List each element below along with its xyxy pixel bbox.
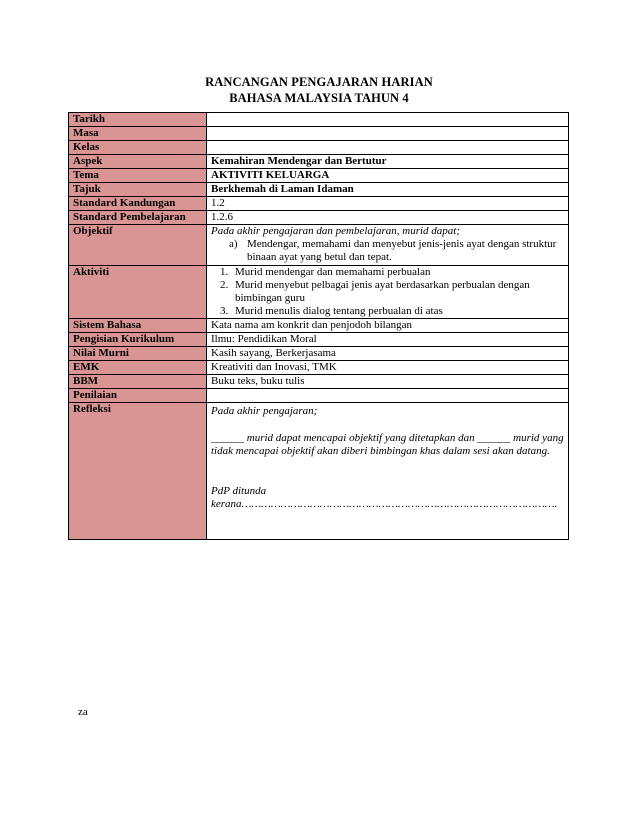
row-objektif <box>69 225 569 266</box>
row-standard-pembelajaran <box>69 211 569 225</box>
aktiviti-item: 1. Murid mendengar dan memahami perbualan <box>231 266 564 279</box>
label-tema: Tema <box>69 169 207 183</box>
refleksi-intro: Pada akhir pengajaran; <box>211 405 318 417</box>
value-nilai-murni: Kasih sayang, Berkerjasama <box>207 347 569 361</box>
row-tarikh <box>69 113 569 127</box>
label-pengisian-kurikulum: Pengisian Kurikulum <box>69 333 207 347</box>
label-aspek: Aspek <box>69 155 207 169</box>
row-tema <box>69 169 569 183</box>
document-subtitle: BAHASA MALAYSIA TAHUN 4 <box>229 91 409 105</box>
value-aspek: Kemahiran Mendengar dan Bertutur <box>207 155 569 169</box>
label-kelas: Kelas <box>69 141 207 155</box>
row-sistem-bahasa <box>69 319 569 333</box>
label-objektif: Objektif <box>69 225 207 266</box>
aktiviti-item: 3. Murid menulis dialog tentang perbualan di atas <box>231 305 564 318</box>
objektif-item <box>211 238 564 264</box>
row-bbm <box>69 375 569 389</box>
row-aktiviti <box>69 266 569 319</box>
refleksi-kerana: kerana……………………………………………………………………………………. <box>211 498 558 510</box>
label-masa: Masa <box>69 127 207 141</box>
value-refleksi <box>207 403 569 540</box>
value-emk: Kreativiti dan Inovasi, TMK <box>207 361 569 375</box>
lesson-plan-table <box>68 112 569 540</box>
value-tema: AKTIVITI KELUARGA <box>207 169 569 183</box>
label-standard-kandungan: Standard Kandungan <box>69 197 207 211</box>
label-nilai-murni: Nilai Murni <box>69 347 207 361</box>
value-bbm: Buku teks, buku tulis <box>207 375 569 389</box>
value-standard-kandungan: 1.2 <box>207 197 569 211</box>
value-masa <box>207 127 569 141</box>
value-penilaian <box>207 389 569 403</box>
refleksi-statement: ______ murid dapat mencapai objektif yang ditetapkan dan ______ murid yang tidak mencapai objektif akan diberi bimbingan khas dalam sesi akan datang. <box>211 432 564 457</box>
value-standard-pembelajaran: 1.2.6 <box>207 211 569 225</box>
footer-text: za <box>78 706 88 718</box>
label-tarikh: Tarikh <box>69 113 207 127</box>
row-tajuk <box>69 183 569 197</box>
value-tajuk: Berkhemah di Laman Idaman <box>207 183 569 197</box>
label-penilaian: Penilaian <box>69 389 207 403</box>
aktiviti-item: 2. Murid menyebut pelbagai jenis ayat berdasarkan perbualan dengan bimbingan guru <box>231 279 564 305</box>
row-standard-kandungan <box>69 197 569 211</box>
label-emk: EMK <box>69 361 207 375</box>
objektif-item-text: Mendengar, memahami dan menyebut jenis-jenis ayat dengan struktur binaan ayat yang betul dan tepat. <box>247 238 557 263</box>
value-kelas <box>207 141 569 155</box>
aktiviti-list <box>211 266 564 318</box>
row-kelas <box>69 141 569 155</box>
value-objektif <box>207 225 569 266</box>
label-bbm: BBM <box>69 375 207 389</box>
label-standard-pembelajaran: Standard Pembelajaran <box>69 211 207 225</box>
row-aspek <box>69 155 569 169</box>
row-emk <box>69 361 569 375</box>
value-tarikh <box>207 113 569 127</box>
document-title: RANCANGAN PENGAJARAN HARIAN <box>205 75 433 89</box>
label-tajuk: Tajuk <box>69 183 207 197</box>
objektif-intro: Pada akhir pengajaran dan pembelajaran, murid dapat; <box>211 225 461 237</box>
row-refleksi <box>69 403 569 540</box>
label-sistem-bahasa: Sistem Bahasa <box>69 319 207 333</box>
value-sistem-bahasa: Kata nama am konkrit dan penjodoh bilangan <box>207 319 569 333</box>
row-penilaian <box>69 389 569 403</box>
row-nilai-murni <box>69 347 569 361</box>
label-aktiviti: Aktiviti <box>69 266 207 319</box>
objektif-item-marker: a) <box>229 238 238 250</box>
value-aktiviti <box>207 266 569 319</box>
row-pengisian-kurikulum <box>69 333 569 347</box>
row-masa <box>69 127 569 141</box>
value-pengisian-kurikulum: Ilmu: Pendidikan Moral <box>207 333 569 347</box>
label-refleksi: Refleksi <box>69 403 207 540</box>
refleksi-pdp-ditunda: PdP ditunda <box>211 485 267 497</box>
